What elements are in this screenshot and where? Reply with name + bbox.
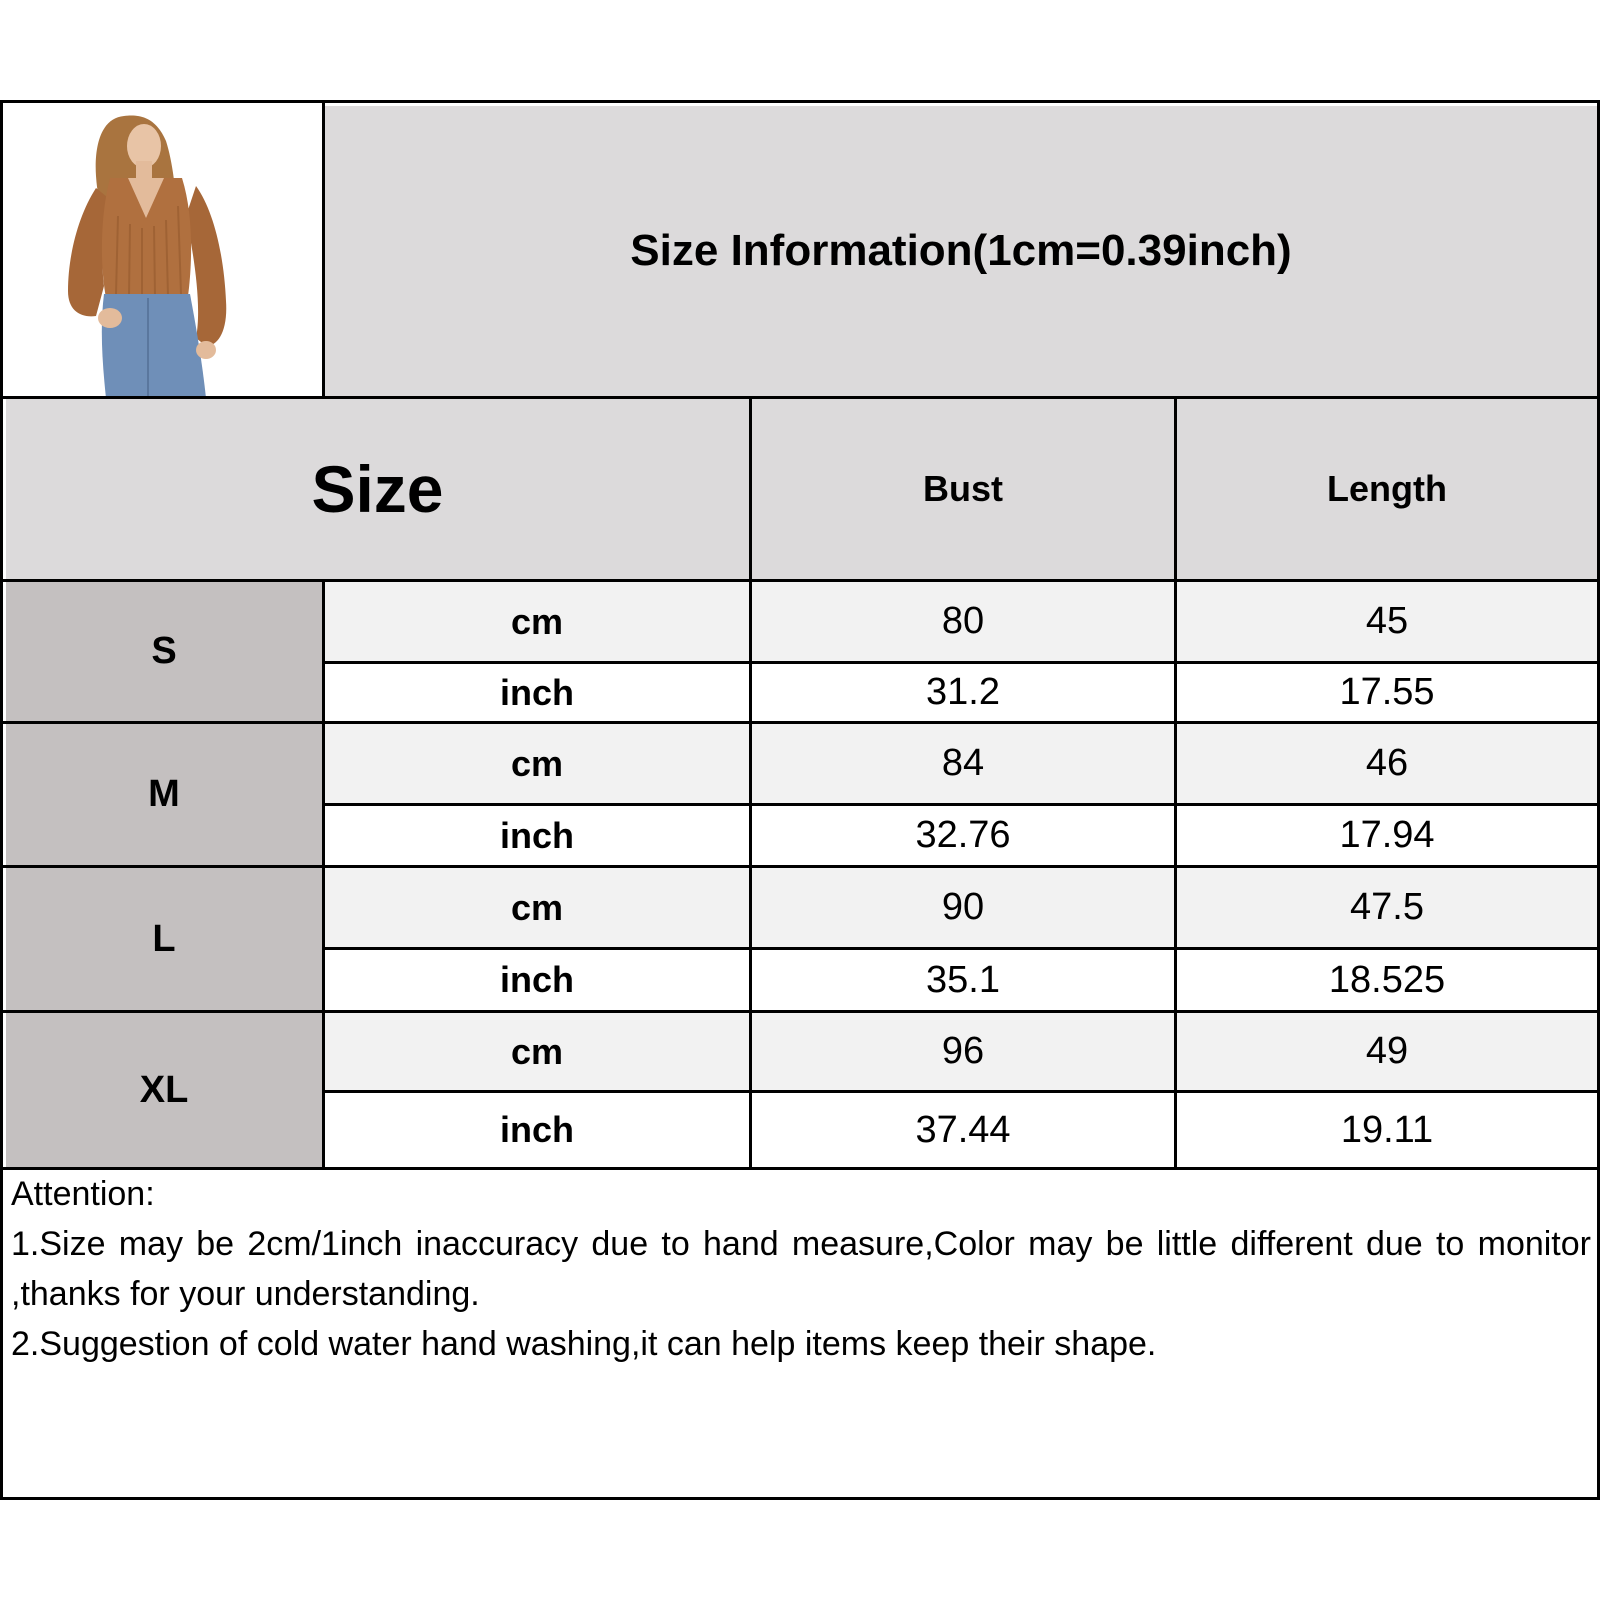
attention-notes bbox=[11, 1169, 1591, 1369]
length-value: 49 bbox=[1365, 1030, 1409, 1072]
unit-cell bbox=[325, 806, 749, 865]
bust-value: 96 bbox=[941, 1030, 985, 1072]
divider bbox=[322, 947, 1600, 950]
size-label: M bbox=[148, 773, 180, 815]
unit-cell bbox=[325, 1093, 749, 1167]
divider bbox=[3, 721, 1600, 724]
attention-note-1: 1.Size may be 2cm/1inch inaccuracy due to hand measure,Color may be little different due to monitor ,thanks for your understanding. bbox=[11, 1225, 1591, 1313]
model-image bbox=[6, 106, 322, 398]
chart-title: Size Information(1cm=0.39inch) bbox=[630, 226, 1292, 275]
unit-cell bbox=[325, 1013, 749, 1090]
bust-cell bbox=[752, 806, 1174, 865]
size-label-cell bbox=[6, 868, 322, 1010]
divider bbox=[749, 396, 752, 1167]
divider bbox=[3, 579, 1600, 582]
bust-value: 31.2 bbox=[926, 671, 1000, 713]
product-photo bbox=[6, 106, 322, 398]
bust-value: 35.1 bbox=[926, 958, 1000, 1001]
size-label: S bbox=[151, 630, 177, 672]
unit-cell bbox=[325, 582, 749, 661]
bust-cell bbox=[752, 950, 1174, 1010]
unit-cell bbox=[325, 724, 749, 803]
divider bbox=[322, 661, 1600, 664]
size-header-cell bbox=[6, 399, 749, 579]
bust-cell bbox=[752, 868, 1174, 947]
bust-value: 37.44 bbox=[915, 1108, 1011, 1151]
bust-cell bbox=[752, 1093, 1174, 1167]
length-cell bbox=[1177, 582, 1597, 661]
size-chart bbox=[0, 100, 1600, 1500]
divider bbox=[1174, 396, 1177, 1167]
length-value: 17.55 bbox=[1339, 671, 1435, 713]
size-header: Size bbox=[311, 452, 444, 526]
divider bbox=[3, 1010, 1600, 1013]
divider bbox=[322, 103, 325, 399]
bust-value: 32.76 bbox=[915, 814, 1011, 856]
length-cell bbox=[1177, 806, 1597, 865]
title-cell bbox=[325, 106, 1597, 396]
size-label: XL bbox=[139, 1068, 189, 1111]
attention-heading: Attention: bbox=[11, 1175, 155, 1213]
bust-cell bbox=[752, 1013, 1174, 1090]
length-value: 19.11 bbox=[1340, 1108, 1434, 1151]
bust-header: Bust bbox=[923, 468, 1003, 509]
bust-cell bbox=[752, 664, 1174, 721]
length-cell bbox=[1177, 950, 1597, 1010]
unit-label: inch bbox=[499, 671, 574, 713]
bust-value: 90 bbox=[941, 886, 985, 928]
unit-cell bbox=[325, 950, 749, 1010]
size-label-cell bbox=[6, 1013, 322, 1167]
divider bbox=[322, 803, 1600, 806]
unit-label: cm bbox=[510, 886, 564, 928]
bust-value: 80 bbox=[941, 600, 985, 642]
bust-cell bbox=[752, 724, 1174, 803]
length-cell bbox=[1177, 664, 1597, 721]
length-cell bbox=[1177, 724, 1597, 803]
unit-label: cm bbox=[510, 600, 564, 642]
size-label-cell bbox=[6, 724, 322, 865]
attention-note-2: 2.Suggestion of cold water hand washing,it can help items keep their shape. bbox=[11, 1325, 1157, 1363]
length-value: 45 bbox=[1365, 600, 1409, 642]
unit-label: cm bbox=[510, 742, 564, 784]
unit-cell bbox=[325, 868, 749, 947]
unit-label: inch bbox=[499, 814, 574, 856]
unit-label: cm bbox=[510, 1030, 564, 1072]
length-cell bbox=[1177, 1013, 1597, 1090]
size-label: L bbox=[152, 917, 176, 960]
length-cell bbox=[1177, 868, 1597, 947]
divider bbox=[322, 1090, 1600, 1093]
divider bbox=[3, 396, 1600, 399]
divider bbox=[3, 865, 1600, 868]
unit-cell bbox=[325, 664, 749, 721]
length-header: Length bbox=[1327, 468, 1447, 509]
length-header-cell bbox=[1177, 399, 1597, 579]
length-value: 18.525 bbox=[1328, 958, 1446, 1001]
unit-label: inch bbox=[499, 1109, 574, 1150]
length-value: 46 bbox=[1365, 742, 1409, 784]
bust-header-cell bbox=[752, 399, 1174, 579]
bust-value: 84 bbox=[941, 742, 985, 784]
unit-label: inch bbox=[499, 959, 574, 1000]
length-value: 47.5 bbox=[1350, 886, 1424, 928]
size-label-cell bbox=[6, 582, 322, 721]
divider bbox=[322, 579, 325, 1167]
bust-cell bbox=[752, 582, 1174, 661]
length-value: 17.94 bbox=[1339, 814, 1435, 856]
length-cell bbox=[1177, 1093, 1597, 1167]
